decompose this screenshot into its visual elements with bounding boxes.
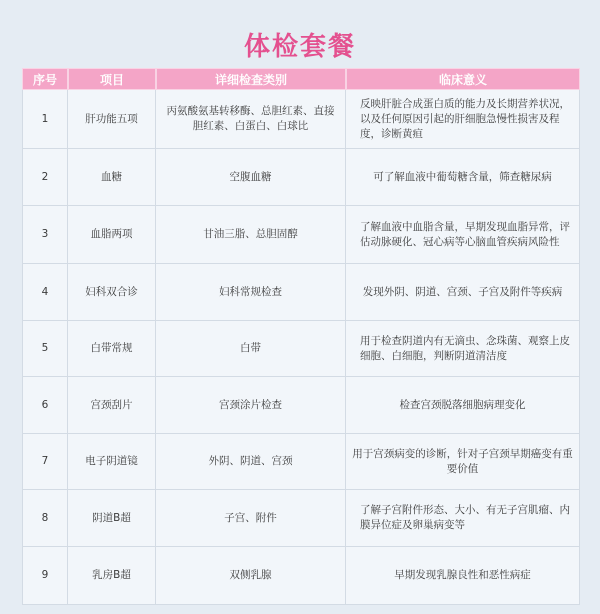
table-row (22, 149, 580, 206)
cell-detail: 甘油三脂、总胆固醇 (156, 206, 346, 264)
cell-no: 2 (22, 149, 68, 206)
cell-item: 肝功能五项 (68, 90, 156, 149)
cell-meaning: 反映肝脏合成蛋白质的能力及长期营养状况，以及任何原因引起的肝细胞急慢性损害及程度，诊断黄疸 (346, 90, 580, 149)
cell-meaning: 了解子宫附件形态、大小、有无子宫肌瘤、内膜异位症及卵巢病变等 (346, 490, 580, 547)
cell-detail: 丙氨酸氨基转移酶、总胆红素、直接胆红素、白蛋白、白球比 (156, 90, 346, 149)
cell-no: 8 (22, 490, 68, 547)
table-row (22, 434, 580, 490)
cell-item: 宫颈刮片 (68, 377, 156, 434)
header-detail: 详细检查类别 (156, 68, 346, 90)
cell-item: 阴道B超 (68, 490, 156, 547)
table-header-row (22, 68, 580, 90)
cell-meaning: 早期发现乳腺良性和恶性病症 (346, 547, 580, 605)
cell-no: 3 (22, 206, 68, 264)
cell-meaning: 检查宫颈脱落细胞病理变化 (346, 377, 580, 434)
cell-no: 1 (22, 90, 68, 149)
cell-item: 妇科双合诊 (68, 264, 156, 321)
cell-item: 乳房B超 (68, 547, 156, 605)
cell-no: 9 (22, 547, 68, 605)
table-row (22, 321, 580, 377)
cell-detail: 外阴、阴道、宫颈 (156, 434, 346, 490)
cell-detail: 双侧乳腺 (156, 547, 346, 605)
table-row (22, 377, 580, 434)
cell-detail: 妇科常规检查 (156, 264, 346, 321)
cell-item: 血脂两项 (68, 206, 156, 264)
cell-detail: 白带 (156, 321, 346, 377)
header-meaning: 临床意义 (346, 68, 580, 90)
cell-detail: 空腹血糖 (156, 149, 346, 206)
cell-detail: 子宫、附件 (156, 490, 346, 547)
cell-meaning: 可了解血液中葡萄糖含量，筛查糖尿病 (346, 149, 580, 206)
table-row (22, 90, 580, 149)
table-row (22, 490, 580, 547)
cell-no: 4 (22, 264, 68, 321)
cell-meaning: 用于宫颈病变的诊断，针对子宫颈早期癌变有重要价值 (346, 434, 580, 490)
cell-detail: 宫颈涂片检查 (156, 377, 346, 434)
page-title: 体检套餐 (243, 32, 356, 62)
header-item: 项目 (68, 68, 156, 90)
cell-meaning: 了解血液中血脂含量，早期发现血脂异常，评估动脉硬化、冠心病等心脑血管疾病风险性 (346, 206, 580, 264)
cell-no: 7 (22, 434, 68, 490)
table-row (22, 264, 580, 321)
cell-no: 5 (22, 321, 68, 377)
table-row (22, 547, 580, 605)
table-row (22, 206, 580, 264)
header-no: 序号 (22, 68, 68, 90)
cell-no: 6 (22, 377, 68, 434)
cell-item: 电子阴道镜 (68, 434, 156, 490)
cell-meaning: 发现外阴、阴道、宫颈、子宫及附件等疾病 (346, 264, 580, 321)
cell-item: 血糖 (68, 149, 156, 206)
cell-item: 白带常规 (68, 321, 156, 377)
exam-package-table (22, 68, 580, 605)
cell-meaning: 用于检查阴道内有无滴虫、念珠菌、观察上皮细胞、白细胞，判断阴道清洁度 (346, 321, 580, 377)
